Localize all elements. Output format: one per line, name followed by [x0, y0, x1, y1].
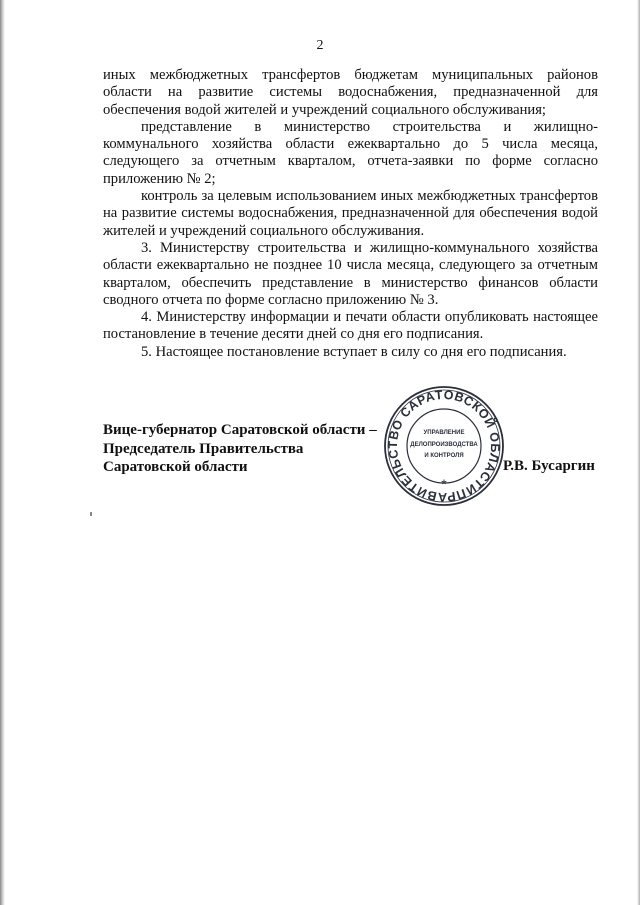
page-number: 2	[316, 38, 324, 53]
seal-center-line-3: И КОНТРОЛЯ	[424, 453, 464, 459]
signature-position-line-3: Саратовской области	[103, 459, 248, 475]
paragraph-target-control: контроль за целевым использованием иных межбюджетных трансфертов на развитие системы водоснабжения, предназначенной для обеспечения водой жителей и учреждений социального обслуживания.	[103, 188, 598, 239]
paragraph-item-5: 5. Настоящее постановление вступает в силу со дня его подписания.	[141, 343, 567, 360]
seal-center-line-2: ДЕЛОПРОИЗВОДСТВА	[410, 442, 478, 448]
paragraph-item-3: 3. Министерству строительства и жилищно-коммунального хозяйства области ежеквартально не позднее 10 числа месяца, следующего за отчетным кварталом, обеспечить представление в министерство финансов области сводного отчета по форме согласно приложению № 3.	[103, 239, 598, 308]
seal-star: *	[441, 476, 447, 492]
scan-edge-left	[0, 0, 5, 905]
seal-ring-textpath: ПРАВИТЕЛЬСТВО САРАТОВСКОЙ ОБЛАСТИ	[385, 387, 503, 505]
scan-speck	[90, 512, 92, 516]
seal-center-line-1: УПРАВЛЕНИЕ	[423, 430, 465, 436]
official-seal-graphic	[383, 385, 505, 507]
signature-position-line-2: Председатель Правительства	[103, 440, 304, 457]
paragraph-item-4: 4. Министерству информации и печати области опубликовать настоящее постановление в течение десяти дней со дня его подписания.	[103, 309, 598, 343]
paragraph-report-submission: представление в министерство строительства и жилищно-коммунального хозяйства области ежеквартально до 5 числа месяца, следующего за отчетным кварталом, отчета-заявки по форме согласно приложению № 2;	[103, 118, 598, 187]
official-seal	[383, 385, 505, 507]
signature-position-line-1: Вице-губернатор Саратовской области –	[103, 422, 377, 438]
paragraph-transfers-continuation: иных межбюджетных трансфертов бюджетам муниципальных районов области на развитие системы водоснабжения, предназначенной для обеспечения водой жителей и учреждений социального обслуживания;	[103, 67, 598, 118]
document-body	[103, 67, 598, 361]
signature-position-block	[103, 421, 377, 477]
signer-name: Р.В. Бусаргин	[503, 458, 595, 474]
